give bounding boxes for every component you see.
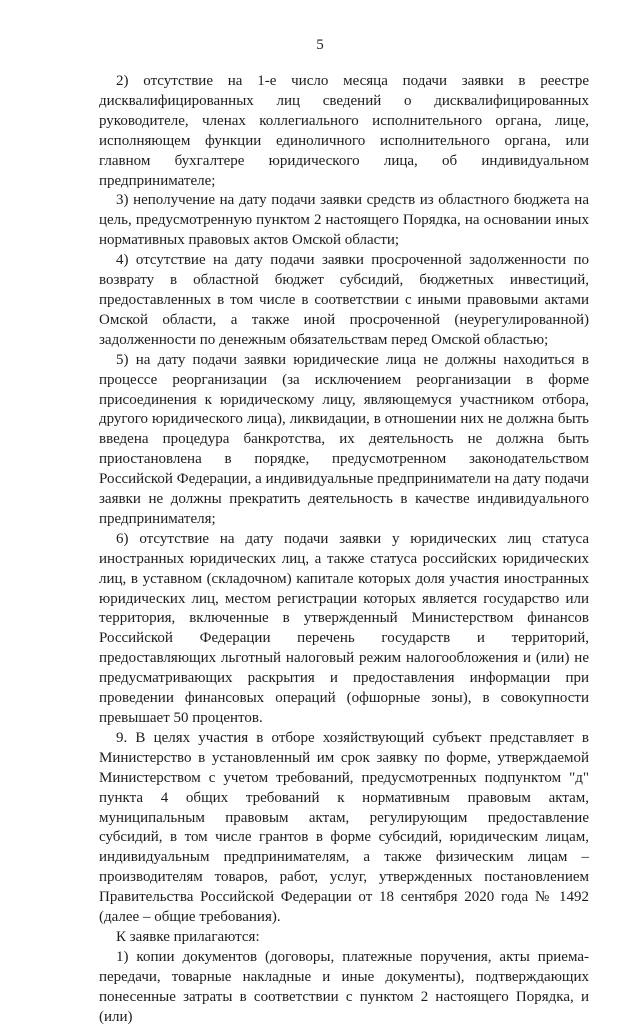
document-body [99, 72, 589, 1028]
page-number: 5 [316, 37, 324, 53]
paragraph-item-5: 5) на дату подачи заявки юридические лица не должны находиться в процессе реорганизации (за исключением реорганизации в форме присоединения к юридическому лицу, являющемуся участником отбора, другого юридического лица), ликвидации, в отношении них не должна быть введена процедура банкротства, их деятельность не должна быть приостановлена в порядке, предусмотренном законодательством Российской Федерации, а индивидуальные предприниматели на дату подачи заявки не должны прекратить деятельность в качестве индивидуального предпринимателя; [99, 351, 589, 527]
paragraph-item-4: 4) отсутствие на дату подачи заявки просроченной задолженности по возврату в областной бюджет субсидий, бюджетных инвестиций, предоставленных в том числе в соответствии с иными правовыми актами Омской области, а также иной просроченной (неурегулированной) задолженности по денежным обязательствам перед Омской областью; [99, 252, 589, 348]
paragraph-clause-9: 9. В целях участия в отборе хозяйствующий субъект представляет в Министерство в установленный им срок заявку по форме, утверждаемой Министерством с учетом требований, предусмотренных подпунктом "д" пункта 4 общих требований к нормативным правовым актам, муниципальным правовым актам, регулирующим предоставление субсидий, в том числе грантов в форме субсидий, юридическим лицам, индивидуальным предпринимателям, а также физическим лицам – производителям товаров, работ, услуг, утвержденных постановлением Правительства Российской Федерации от 18 сентября 2020 года № 1492 (далее – общие требования). [99, 729, 589, 926]
paragraph-item-3: 3) неполучение на дату подачи заявки средств из областного бюджета на цель, предусмотренную пунктом 2 настоящего Порядка, на основании иных нормативных правовых актов Омской области; [99, 192, 589, 249]
paragraph-attachment-1: 1) копии документов (договоры, платежные поручения, акты приема-передачи, товарные накладные и иные документы), подтверждающих понесенные затраты в соответствии с пунктом 2 настоящего Порядка, и (или) [99, 948, 589, 1025]
paragraph-item-2: 2) отсутствие на 1-е число месяца подачи заявки в реестре дисквалифицированных лиц сведений о дисквалифицированных руководителе, членах коллегиального исполнительного органа, лице, исполняющем функции единоличного исполнительного органа, или главном бухгалтере юридического лица, об индивидуальном предпринимателе; [99, 73, 589, 189]
paragraph-attachments-heading: К заявке прилагаются: [116, 928, 260, 945]
paragraph-item-6: 6) отсутствие на дату подачи заявки у юридических лиц статуса иностранных юридических лиц, а также статуса российских юридических лиц, в уставном (складочном) капитале которых доля участия иностранных юридических лиц, местом регистрации которых является государство или территория, включенные в утвержденный Министерством финансов Российской Федерации перечень государств и территорий, предоставляющих льготный налоговый режим налогообложения и (или) не предусматривающих раскрытия и предоставления информации при проведении финансовых операций (офшорные зоны), в совокупности превышает 50 процентов. [99, 530, 589, 726]
